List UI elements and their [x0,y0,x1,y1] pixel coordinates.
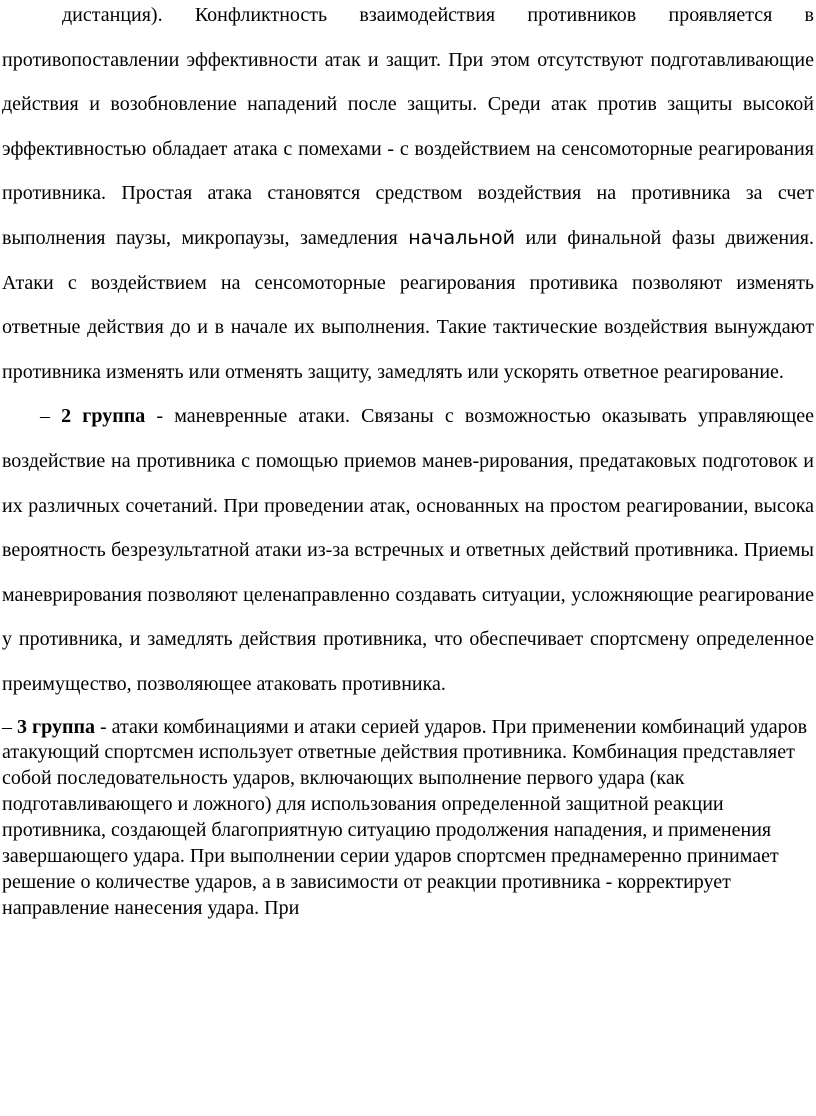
paragraph-2 [2,394,814,706]
paragraph-3-text: - атаки комбинациями и атаки серией ударов. При применении комбинаций ударов атакующий спортсмен использует ответные действия противника. Комбинация представляет собой последовательность ударов, включающих выполнение первого удара (как подготавливающего и ложного) для использования определенной защитной реакции противника, создающей благоприятную ситуацию продолжения нападения, и применения завершающего удара. При выполнении серии ударов спортсмен преднамеренно принимает решение о количестве ударов, а в зависимости от реакции противника - корректирует направление нанесения удара. При [2,715,808,919]
paragraph-1-sans-word: начальной [408,226,515,249]
group-3-heading: 3 группа [17,715,95,738]
paragraph-1-text-start: дистанция). Конфликтность взаимодействия противников проявляется в противопоставлении эффективности атак и защит. При этом отсутствуют подготавливающие действия и возобновление нападений после защиты. Среди атак против защиты высокой эффективностью обладает атака с помехами - с воздействием на сенсомоторные реагирования противника. Простая атака становятся средством воздействия на противника за счет выполнения паузы, микропаузы, замедления [2,4,814,249]
paragraph-3-dash: – [2,715,17,738]
paragraph-2-dash: – [40,405,62,428]
paragraph-3 [2,715,814,922]
paragraph-2-text: - маневренные атаки. Связаны с возможностью оказывать управляющее воздействие на противника с помощью приемов манев-рирования, предатаковых подготовок и их различных сочетаний. При проведении атак, основанных на простом реагировании, высока вероятность безрезультатной атаки из-за встречных и ответных действий противника. Приемы маневрирования позволяют целенаправленно создавать ситуации, усложняющие реагирование у противника, и замедлять действия противника, что обеспечивает спортсмену определенное преимущество, позволяющее атаковать противника. [2,405,814,695]
paragraph-1-text-end: или финальной фазы движения. Атаки с воздействием на сенсомоторные реагирования противика позволяют изменять ответные действия до и в начале их выполнения. Такие тактические воздействия вынуждают противника изменять или отменять защиту, замедлять или ускорять ответное реагирование. [2,226,814,383]
paragraph-1 [2,0,814,394]
group-2-heading: 2 группа [61,405,146,428]
